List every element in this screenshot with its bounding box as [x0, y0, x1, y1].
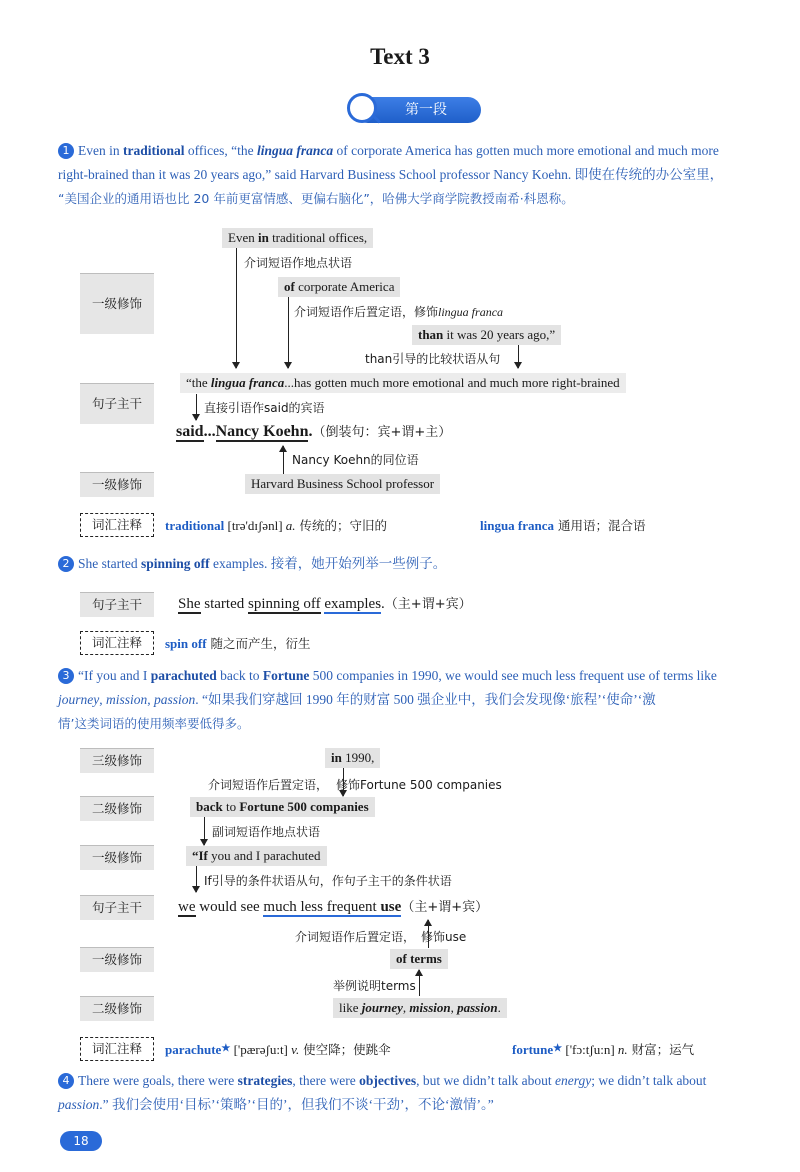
vocab-label: 词汇注释: [80, 1037, 154, 1061]
modifier-phrase: than it was 20 years ago,”: [412, 325, 561, 345]
modifier-phrase: Even in traditional offices,: [222, 228, 373, 248]
vocab-entry: lingua franca 通用语；混合语: [480, 518, 646, 533]
annotation: 介词短语作地点状语: [244, 256, 353, 270]
level-label: 句子主干: [80, 383, 154, 424]
arrow: [518, 345, 519, 368]
annotation: 副词短语作地点状语: [212, 825, 321, 839]
modifier-phrase: in 1990,: [325, 748, 380, 768]
vocab-label: 词汇注释: [80, 631, 154, 655]
level-label: 一级修饰: [80, 273, 154, 334]
modifier-phrase: back to Fortune 500 companies: [190, 797, 375, 817]
modifier-phrase: “If you and I parachuted: [186, 846, 327, 866]
section-label: 第一段: [405, 102, 447, 118]
modifier-phrase: of corporate America: [278, 277, 400, 297]
modifier-phrase: Harvard Business School professor: [245, 474, 440, 494]
level-label: 二级修饰: [80, 996, 154, 1021]
sentence-1: 1 Even in traditional offices, “the lingua franca of corporate America has gotten much more emotional and much more right-brained than it was 20 years ago,” said Harvard Business School professor Nancy Koehn. 即使在传统的办公室里， “美国企业的通用语也比 20 年前更富情感、更偏右脑化”，哈佛大学商学院教授南希·科恩称。: [58, 143, 724, 206]
annotation: 介词短语作后置定语， 修饰Fortune 500 companies: [208, 778, 502, 792]
annotation: If引导的条件状语从句，作句子主干的条件状语: [204, 874, 452, 888]
sentence-number-1: 1: [58, 143, 74, 159]
level-label: 一级修饰: [80, 947, 154, 972]
vocab-entry: parachute★ ['pærəʃu:t] v. 使空降；使跳伞: [165, 1042, 391, 1057]
sentence-2: 2 She started spinning off examples. 接着，她开始列举一些例子。: [58, 552, 786, 576]
vocab-label: 词汇注释: [80, 513, 154, 537]
level-label: 二级修饰: [80, 796, 154, 821]
annotation: 介词短语作后置定语， 修饰use: [295, 930, 467, 944]
magnifier-icon: [347, 93, 377, 123]
annotation: 直接引语作said的宾语: [204, 401, 325, 415]
arrow: [419, 970, 420, 996]
level-label: 一级修饰: [80, 845, 154, 870]
sentence-number-2: 2: [58, 556, 74, 572]
modifier-phrase: like journey, mission, passion.: [333, 998, 507, 1018]
page-title: Text 3: [370, 44, 430, 69]
level-label: 一级修饰: [80, 472, 154, 497]
arrow: [196, 866, 197, 892]
modifier-phrase: of terms: [390, 949, 448, 969]
section-header: [355, 97, 481, 123]
level-label: 句子主干: [80, 592, 154, 617]
sentence-4: 4 There were goals, there were strategies, there were objectives, but we didn’t talk about energy; we didn’t talk about passion.” 我们会使用‘目标’‘策略’‘目的’，但我们不谈‘干劲’，不论‘激情’。”: [58, 1073, 707, 1112]
annotation: than引导的比较状语从句: [365, 352, 501, 366]
annotation: Nancy Koehn的同位语: [292, 453, 419, 467]
page-number: 18: [60, 1131, 102, 1151]
main-clause: we would see much less frequent use（主+谓+宾）: [178, 899, 489, 915]
vocab-entry: spin off 随之而产生，衍生: [165, 636, 311, 651]
vocab-entry: traditional [trə'dɪʃənl] a. 传统的；守旧的: [165, 518, 388, 533]
arrow: [204, 817, 205, 845]
star-icon: ★: [221, 1043, 231, 1054]
sentence-3: 3 “If you and I parachuted back to Fortune 500 companies in 1990, we would see much less frequent use of terms like journey, mission, passion. “如果我们穿越回 1990 年的财富 500 强企业中，我们会发现像‘旅程’‘使命’‘激 情’这类词语的使用频率要低得多。: [58, 668, 717, 731]
arrow: [288, 297, 289, 368]
main-clause: said...Nancy Koehn.（倒装句：宾+谓+主）: [176, 423, 452, 440]
arrow: [283, 446, 284, 474]
annotation: 介词短语作后置定语，修饰lingua franca: [294, 305, 504, 319]
arrow: [196, 394, 197, 420]
sentence-stem: “the lingua franca...has gotten much more emotional and much more right-brained: [180, 373, 626, 393]
vocab-entry: fortune★ ['fɔ:tʃu:n] n. 财富；运气: [512, 1042, 695, 1057]
level-label: 三级修饰: [80, 748, 154, 773]
sentence-number-4: 4: [58, 1073, 74, 1089]
sentence-number-3: 3: [58, 668, 74, 684]
annotation: 举例说明terms: [333, 979, 416, 993]
level-label: 句子主干: [80, 895, 154, 920]
star-icon: ★: [553, 1043, 563, 1054]
arrow: [236, 248, 237, 368]
main-clause: She started spinning off examples.（主+谓+宾）: [178, 596, 472, 612]
